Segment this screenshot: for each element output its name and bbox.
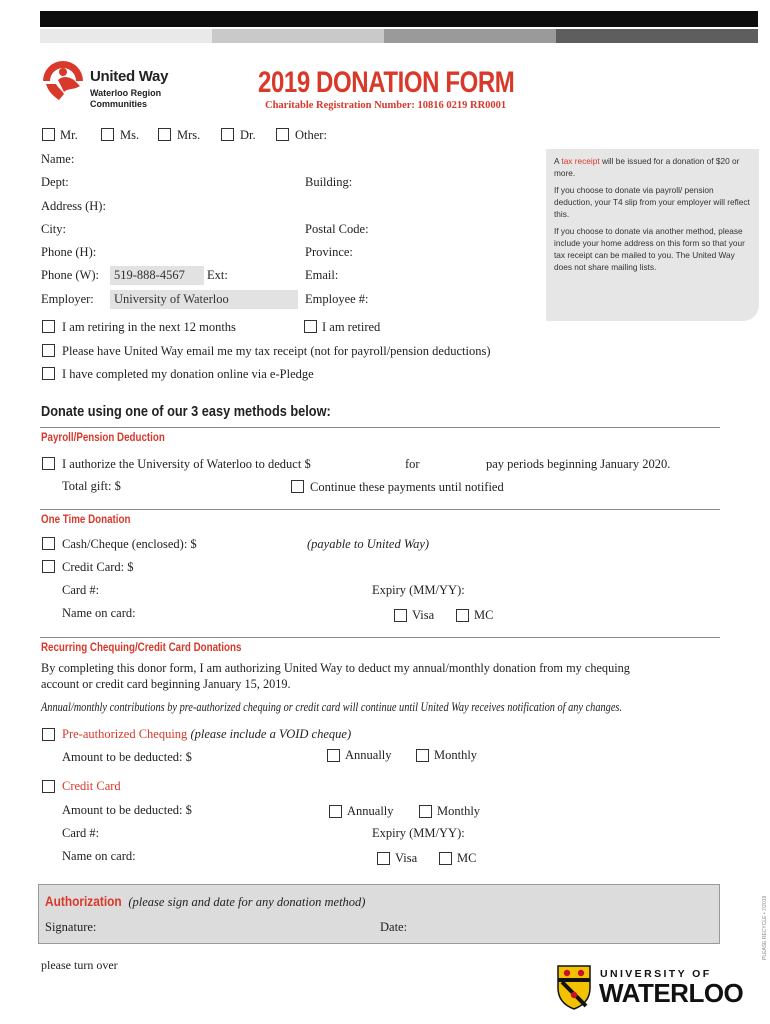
pac-checkbox[interactable] (42, 728, 55, 741)
one-time-heading: One Time Donation (41, 514, 131, 526)
donation-methods-heading: Donate using one of our 3 easy methods below: (41, 403, 331, 420)
divider-recurring (40, 637, 720, 638)
divider-payroll (40, 427, 720, 428)
uwaterloo-logo (556, 964, 756, 1014)
email-receipt-label: Please have United Way email me my tax receipt (not for payroll/pension deductions) (62, 344, 491, 358)
tax-receipt-link[interactable]: tax receipt (561, 156, 600, 166)
uwaterloo-crest-icon (556, 964, 592, 1010)
one-time-card-number-label: Card #: (62, 583, 100, 597)
divider-one-time (40, 509, 720, 510)
one-time-credit-label: Credit Card: $ (62, 560, 134, 574)
postal-code-label: Postal Code: (305, 222, 369, 236)
phone-work-field[interactable]: 519-888-4567 (110, 266, 204, 285)
payroll-authorize-label: I authorize the University of Waterloo to deduct $ (62, 457, 311, 471)
cc-annually-checkbox[interactable] (329, 805, 342, 818)
cc-monthly-checkbox[interactable] (419, 805, 432, 818)
salutation-other-label: Other: (295, 128, 327, 142)
pac-annually-label: Annually (345, 748, 392, 762)
turn-over-note: please turn over (41, 958, 118, 972)
uw-line1: UNIVERSITY OF (600, 968, 712, 980)
recurring-continuation-note: Annual/monthly contributions by pre-authorized chequing or credit card will continue until United Way receives notification of any changes. (41, 700, 623, 714)
salutation-mrs-checkbox[interactable] (158, 128, 171, 141)
cc-visa-label: Visa (395, 851, 418, 865)
cc-card-number-label: Card #: (62, 826, 100, 840)
one-time-credit-checkbox[interactable] (42, 560, 55, 573)
retiring-label: I am retiring in the next 12 months (62, 320, 236, 334)
recurring-intro-line1: By completing this donor form, I am authorizing United Way to deduct my annual/monthly donation from my chequing (41, 661, 630, 675)
top-stripe-bar (40, 11, 758, 43)
org-sub1: Waterloo Region (90, 88, 162, 98)
province-label: Province: (305, 245, 353, 259)
pac-monthly-label: Monthly (434, 748, 478, 762)
epledge-checkbox[interactable] (42, 367, 55, 380)
one-time-visa-label: Visa (412, 608, 435, 622)
pac-note: (please include a VOID cheque) (187, 727, 352, 741)
city-label: City: (41, 222, 67, 236)
org-sub2: Communities (90, 99, 148, 109)
salutation-mrs-label: Mrs. (177, 128, 201, 142)
name-label: Name: (41, 152, 75, 166)
cc-annually-label: Annually (347, 804, 394, 818)
epledge-label: I have completed my donation online via e-Pledge (62, 367, 314, 381)
date-label: Date: (380, 920, 408, 934)
phone-work-label: Phone (W): (41, 268, 99, 282)
form-title: 2019 DONATION FORM (258, 66, 515, 99)
one-time-mc-checkbox[interactable] (456, 609, 469, 622)
employee-number-label: Employee #: (305, 292, 369, 306)
salutation-dr-label: Dr. (240, 128, 256, 142)
salutation-ms-checkbox[interactable] (101, 128, 114, 141)
cc-mc-label: MC (457, 851, 477, 865)
continue-payments-label: Continue these payments until notified (310, 480, 504, 494)
email-label: Email: (305, 268, 339, 282)
payroll-heading: Payroll/Pension Deduction (41, 432, 165, 444)
recurring-heading: Recurring Chequing/Credit Card Donations (41, 642, 242, 654)
retired-label: I am retired (322, 320, 381, 334)
one-time-visa-checkbox[interactable] (394, 609, 407, 622)
salutation-dr-checkbox[interactable] (221, 128, 234, 141)
authorization-heading: Authorization (45, 893, 122, 909)
address-label: Address (H): (41, 199, 106, 213)
authorization-note: (please sign and date for any donation method) (125, 895, 366, 909)
charity-registration: Charitable Registration Number: 10816 0219 RR0001 (265, 100, 507, 111)
org-name: United Way (90, 68, 169, 85)
united-way-hand-icon (40, 58, 86, 104)
united-way-logo (40, 56, 200, 116)
payroll-for-label: for (405, 457, 420, 471)
cc-expiry-label: Expiry (MM/YY): (372, 826, 465, 840)
payable-note: (payable to United Way) (307, 537, 430, 551)
recurring-intro-line2: account or credit card beginning January 15, 2019. (41, 677, 291, 691)
pac-label: Pre-authorized Chequing (62, 727, 188, 741)
cash-cheque-checkbox[interactable] (42, 537, 55, 550)
signature-label: Signature: (45, 920, 97, 934)
salutation-other-checkbox[interactable] (276, 128, 289, 141)
cc-amount-label: Amount to be deducted: $ (62, 803, 192, 817)
dept-label: Dept: (41, 175, 69, 189)
cash-cheque-label: Cash/Cheque (enclosed): $ (62, 537, 197, 551)
cc-mc-checkbox[interactable] (439, 852, 452, 865)
tax-receipt-info-box (546, 149, 759, 321)
salutation-mr-checkbox[interactable] (42, 128, 55, 141)
pac-label-row (62, 727, 351, 742)
info-paragraph-3: If you choose to donate via another method, please include your home address on this form so that your tax receipt can be mailed to you. The United Way does not share mailing lists. (554, 226, 745, 272)
salutation-mr-label: Mr. (60, 128, 78, 142)
side-recycle-code: PLEASE RECYCLE • 7/2019 (762, 895, 768, 960)
pac-monthly-checkbox[interactable] (416, 749, 429, 762)
recurring-cc-checkbox[interactable] (42, 780, 55, 793)
payroll-authorize-checkbox[interactable] (42, 457, 55, 470)
cc-monthly-label: Monthly (437, 804, 481, 818)
payroll-periods-label: pay periods beginning January 2020. (486, 457, 671, 471)
ext-label: Ext: (207, 268, 228, 282)
building-label: Building: (305, 175, 353, 189)
continue-payments-checkbox[interactable] (291, 480, 304, 493)
retired-checkbox[interactable] (304, 320, 317, 333)
email-receipt-checkbox[interactable] (42, 344, 55, 357)
cc-name-on-card-label: Name on card: (62, 849, 136, 863)
one-time-mc-label: MC (474, 608, 494, 622)
one-time-name-on-card-label: Name on card: (62, 606, 136, 620)
info-paragraph-1: A tax receipt will be issued for a donation of $20 or more. (554, 156, 740, 178)
pac-amount-label: Amount to be deducted: $ (62, 750, 192, 764)
retiring-checkbox[interactable] (42, 320, 55, 333)
recurring-cc-label: Credit Card (62, 779, 121, 793)
info-paragraph-2: If you choose to donate via payroll/ pension deduction, your T4 slip from your employer will reflect this. (554, 185, 750, 219)
one-time-expiry-label: Expiry (MM/YY): (372, 583, 465, 597)
phone-home-label: Phone (H): (41, 245, 97, 259)
total-gift-label: Total gift: $ (62, 479, 121, 493)
salutation-ms-label: Ms. (120, 128, 140, 142)
authorization-heading-row (45, 893, 365, 911)
employer-label: Employer: (41, 292, 94, 306)
uw-line2: WATERLOO (599, 978, 744, 1008)
cc-visa-checkbox[interactable] (377, 852, 390, 865)
pac-annually-checkbox[interactable] (327, 749, 340, 762)
employer-field[interactable]: University of Waterloo (110, 290, 298, 309)
